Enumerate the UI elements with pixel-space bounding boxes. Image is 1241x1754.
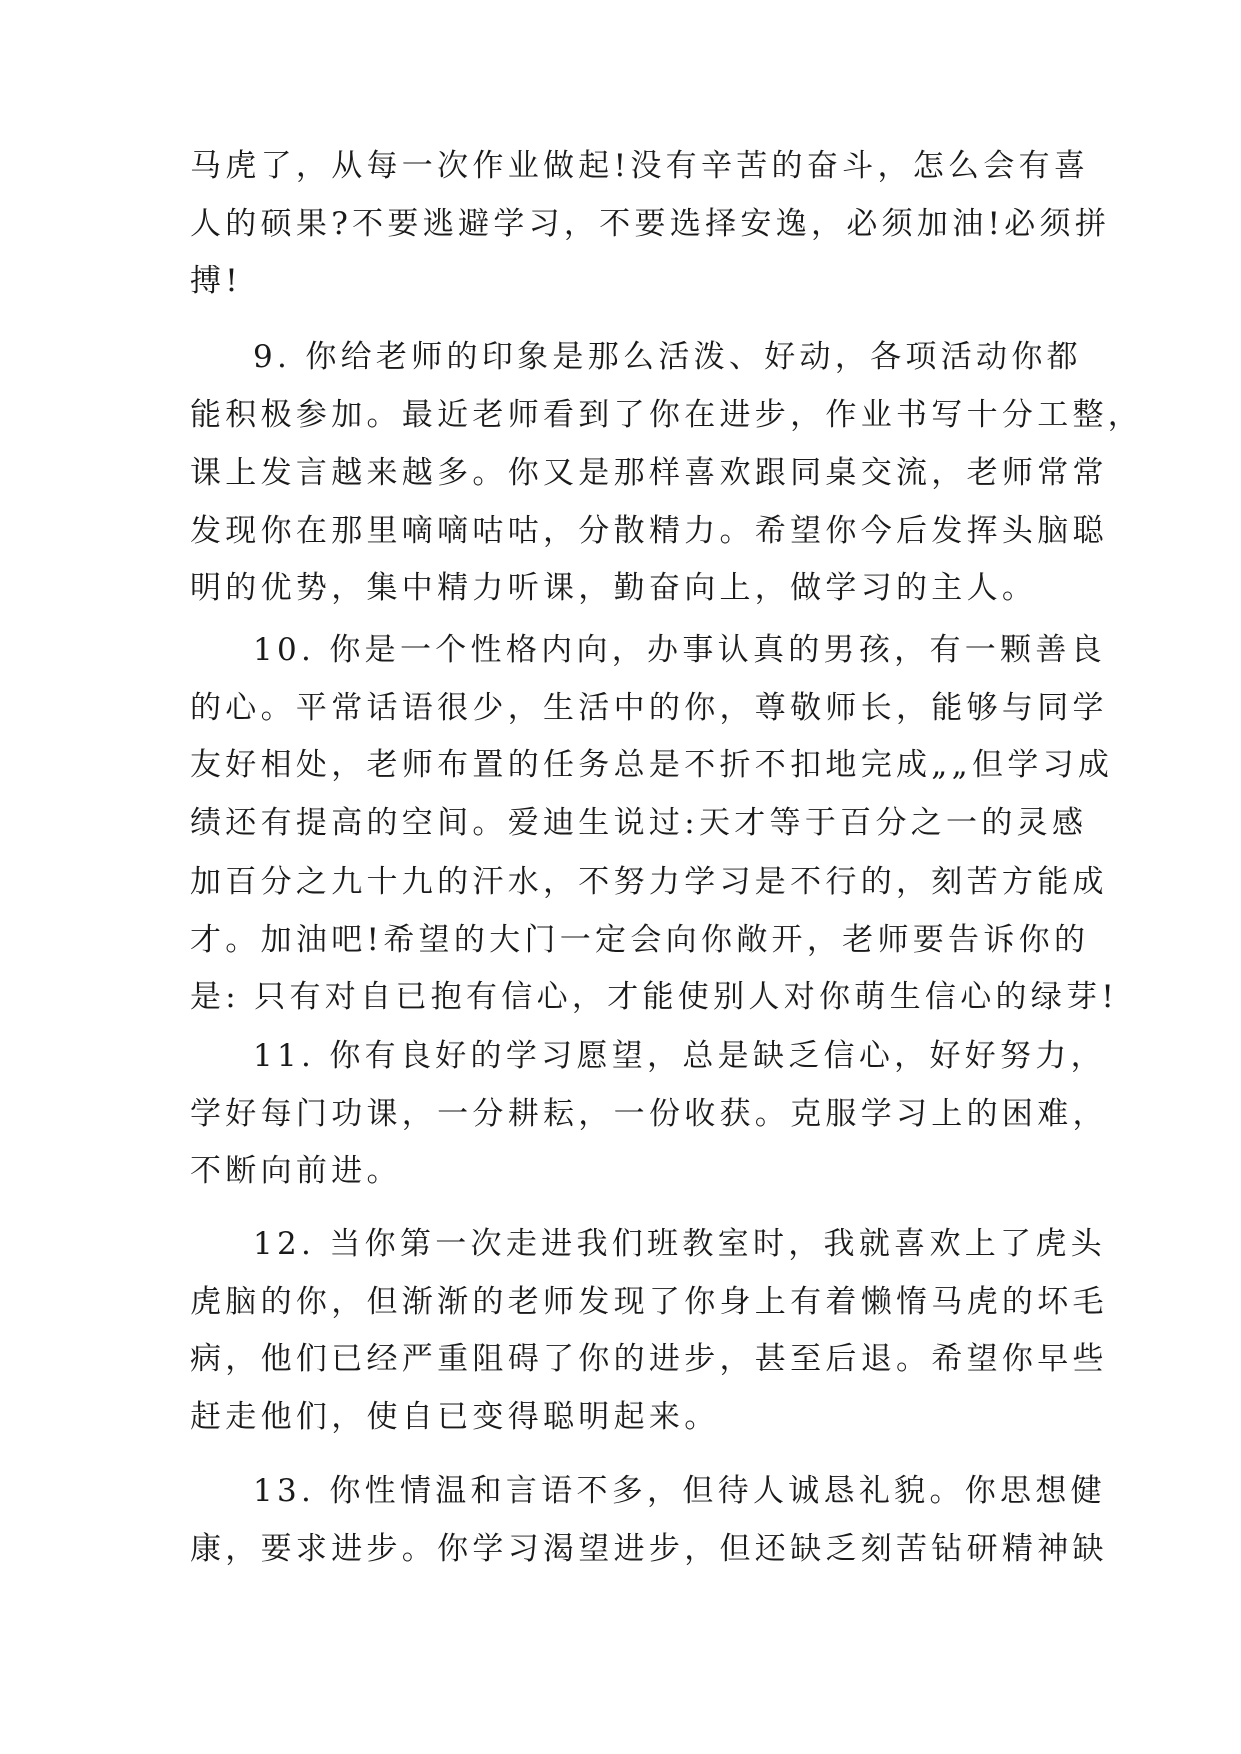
text-line: 明的优势，集中精力听课，勤奋向上，做学习的主人。 [190,570,1038,606]
text-line: 不断向前进。 [190,1153,402,1189]
paragraph-9-first-line: 9. 你给老师的印象是那么活泼、好动，各项活动你都 [253,339,1082,375]
text-line: 病，他们已经严重阻碍了你的进步，甚至后退。希望你早些 [190,1341,1108,1377]
paragraph-11-first-line: 11. 你有良好的学习愿望，总是缺乏信心，好好努力， [253,1038,1106,1074]
text-line: 是: 只有对自已抱有信心，才能使别人对你萌生信心的绿芽! [190,979,1119,1015]
text-line: 加百分之九十九的汗水，不努力学习是不行的，刻苦方能成 [190,864,1108,900]
paragraph-12-first-line: 12. 当你第一次走进我们班教室时，我就喜欢上了虎头 [253,1226,1106,1262]
text-line: 能积极参加。最近老师看到了你在进步，作业书写十分工整， [190,397,1144,433]
text-line: 马虎了，从每一次作业做起!没有辛苦的奋斗，怎么会有喜 [190,148,1090,184]
paragraph-10-first-line: 10. 你是一个性格内向，办事认真的男孩，有一颗善良 [253,632,1106,668]
text-line: 友好相处，老师布置的任务总是不折不扣地完成„„但学习成 [190,747,1114,783]
text-line: 赶走他们，使自已变得聪明起来。 [190,1399,720,1435]
text-line: 课上发言越来越多。你又是那样喜欢跟同桌交流，老师常常 [190,455,1108,491]
text-line: 康，要求进步。你学习渴望进步，但还缺乏刻苦钻研精神缺 [190,1531,1108,1567]
text-line: 学好每门功课，一分耕耘，一份收获。克服学习上的困难， [190,1096,1108,1132]
text-line: 才。加油吧!希望的大门一定会向你敞开，老师要告诉你的 [190,922,1090,958]
text-line: 人的硕果?不要逃避学习，不要选择安逸，必须加油!必须拼 [190,206,1111,242]
text-line: 的心。平常话语很少，生活中的你，尊敬师长，能够与同学 [190,690,1108,726]
text-line: 发现你在那里嘀嘀咕咕，分散精力。希望你今后发挥头脑聪 [190,513,1108,549]
paragraph-13-first-line: 13. 你性情温和言语不多，但待人诚恳礼貌。你思想健 [253,1473,1106,1509]
text-line: 搏! [190,263,243,299]
text-line: 绩还有提高的空间。爱迪生说过:天才等于百分之一的灵感 [190,805,1088,841]
text-line: 虎脑的你，但渐渐的老师发现了你身上有着懒惰马虎的坏毛 [190,1284,1108,1320]
